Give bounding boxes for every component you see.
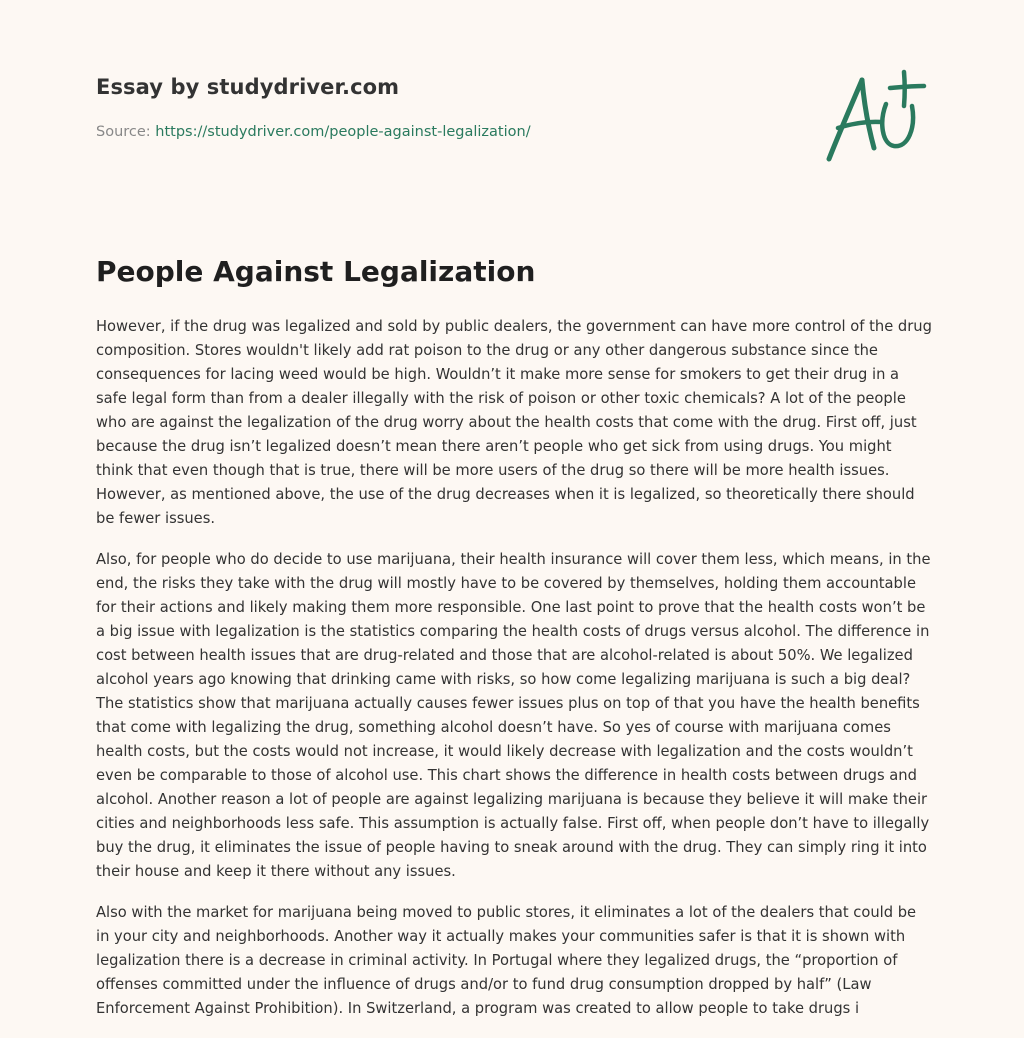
source-line xyxy=(96,124,531,140)
page-header xyxy=(96,0,932,210)
essay-page xyxy=(96,0,932,1017)
essay-title: People Against Legalization xyxy=(96,255,536,288)
essay-paragraph-1: However, if the drug was legalized and sold by public dealers, the government can have more control of the drug composition. Stores wouldn't likely add rat poison to the drug or any other dangerous substance since the consequences for lacing weed would be high. Wouldn’t it make more sense for smokers to get their drug in a safe legal form than from a dealer illegally with the risk of poison or other toxic chemicals? A lot of the people who are against the legalization of the drug worry about the health costs that come with the drug. First off, just because the drug isn’t legalized doesn’t mean there aren’t people who get sick from using drugs. You might think that even though that is true, there will be more users of the drug so there will be more health issues. However, as mentioned above, the use of the drug decreases when it is legalized, so theoretically there should be fewer issues. xyxy=(96,318,932,527)
a-plus-logo-icon xyxy=(824,66,930,166)
source-link[interactable]: https://studydriver.com/people-against-legalization/ xyxy=(155,124,531,140)
source-label: Source: xyxy=(96,124,156,140)
essay-paragraph-2: Also, for people who do decide to use marijuana, their health insurance will cover them less, which means, in the end, the risks they take with the drug will mostly have to be covered by themselves, holding them accountable for their actions and likely making them more responsible. One last point to prove that the health costs won’t be a big issue with legalization is the statistics comparing the health costs of drugs versus alcohol. The difference in cost between health issues that are drug-related and those that are alcohol-related is about 50%. We legalized alcohol years ago knowing that drinking came with risks, so how come legalizing marijuana is such a big deal? The statistics show that marijuana actually causes fewer issues plus on top of that you have the health benefits that come with legalizing the drug, something alcohol doesn’t have. So yes of course with marijuana comes health costs, but the costs would not increase, it would likely decrease with legalization and the costs wouldn’t even be comparable to those of alcohol use. This chart shows the difference in health costs between drugs and alcohol. Another reason a lot of people are against legalizing marijuana is because they believe it will make their cities and neighborhoods less safe. This assumption is actually false. First off, when people don’t have to illegally buy the drug, it eliminates the issue of people having to sneak around with the drug. They can simply ring it into their house and keep it there without any issues. xyxy=(96,551,931,880)
essay-paragraph-3: Also with the market for marijuana being moved to public stores, it eliminates a lot of the dealers that could be in your city and neighborhoods. Another way it actually makes your communities safer is that it is shown with legalization there is a decrease in criminal activity. In Portugal where they legalized drugs, the “proportion of offenses committed under the influence of drugs and/or to fund drug consumption dropped by half” (Law Enforcement Against Prohibition). In Switzerland, a program was created to allow people to take drugs i xyxy=(96,904,917,1017)
essay-body xyxy=(96,315,932,1038)
site-title: Essay by studydriver.com xyxy=(96,75,400,99)
